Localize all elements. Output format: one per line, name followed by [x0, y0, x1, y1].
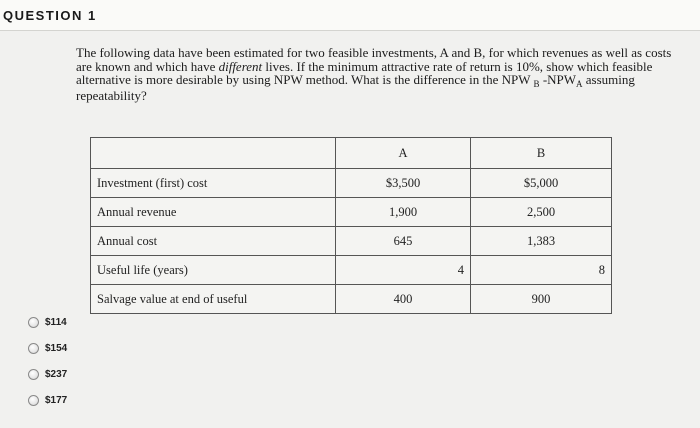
row-value-b: 900 [471, 285, 612, 314]
table-row [91, 198, 612, 227]
question-text [76, 46, 686, 102]
answer-option-label[interactable]: $114 [45, 316, 67, 328]
radio-button[interactable] [28, 395, 39, 406]
table-header-label [91, 138, 336, 169]
question-text-end: assuming repeatability? [76, 72, 635, 103]
table-row [91, 285, 612, 314]
row-label: Salvage value at end of useful [91, 285, 336, 314]
question-text-part1: The following data have been estimated for two feasible investments, A and B, for which revenues as well as costs are known and which have [76, 45, 672, 74]
question-text-mid: -NPW [542, 72, 577, 87]
row-value-a: 645 [336, 227, 471, 256]
question-header [0, 0, 700, 31]
table-row [91, 169, 612, 198]
answer-option-label[interactable]: $154 [45, 342, 68, 354]
answer-option[interactable] [28, 309, 67, 335]
row-label: Investment (first) cost [91, 169, 336, 198]
table-header-a: A [336, 138, 471, 169]
answer-option-label[interactable]: $177 [45, 394, 68, 406]
subscript-b: B [533, 79, 540, 89]
row-value-a: 400 [336, 285, 471, 314]
row-value-b: $5,000 [471, 169, 612, 198]
question-text-emphasis: different [218, 58, 263, 74]
question-title: QUESTION 1 [3, 8, 97, 23]
answer-option[interactable] [28, 335, 67, 361]
row-label: Annual revenue [91, 198, 336, 227]
question-text-part2: lives. If the minimum attractive rate of return is 10%, show which feasible alternative is more desirable by using NPW method. What is the difference in the NPW [76, 58, 653, 87]
row-label: Annual cost [91, 227, 336, 256]
table-header-row [91, 138, 612, 169]
answer-option[interactable] [28, 387, 67, 413]
row-label: Useful life (years) [91, 256, 336, 285]
row-value-a: 4 [336, 256, 471, 285]
subscript-a: A [576, 79, 583, 89]
radio-button[interactable] [28, 317, 39, 328]
answer-option[interactable] [28, 361, 67, 387]
row-value-a: $3,500 [336, 169, 471, 198]
row-value-b: 8 [471, 256, 612, 285]
radio-button[interactable] [28, 343, 39, 354]
table-row [91, 256, 612, 285]
answer-options [28, 309, 67, 413]
row-value-b: 2,500 [471, 198, 612, 227]
radio-button[interactable] [28, 369, 39, 380]
table-header-b: B [471, 138, 612, 169]
row-value-a: 1,900 [336, 198, 471, 227]
investment-data-table [90, 137, 612, 314]
table-row [91, 227, 612, 256]
row-value-b: 1,383 [471, 227, 612, 256]
answer-option-label[interactable]: $237 [45, 368, 68, 380]
